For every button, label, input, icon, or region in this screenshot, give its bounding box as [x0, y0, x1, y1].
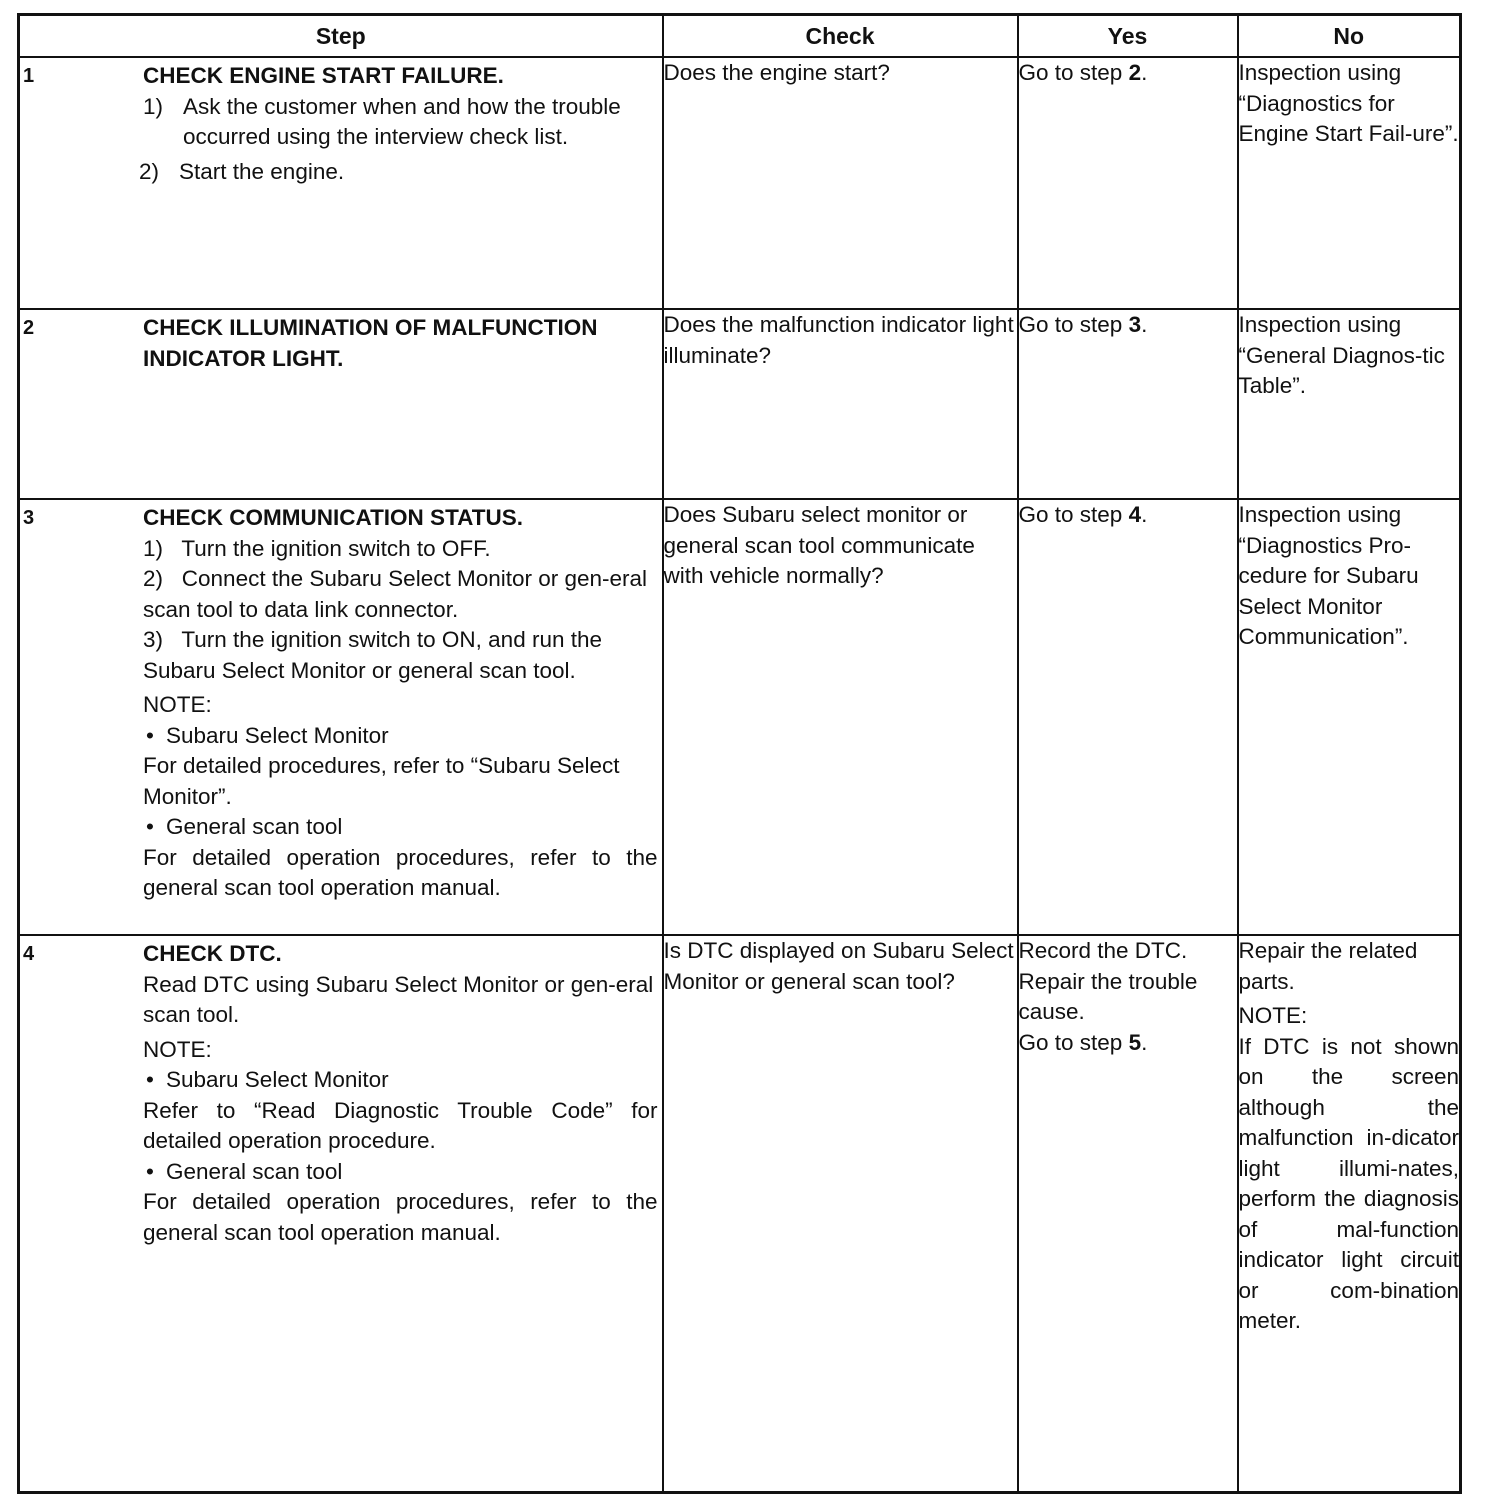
- no-cell: Inspection using “Diagnostics Pro-cedure for Subaru Select Monitor Communication”.: [1238, 499, 1461, 935]
- no-text: Repair the related parts.: [1238, 938, 1418, 994]
- step-ref: 3: [1128, 312, 1142, 337]
- bullet-item: • Subaru Select Monitor: [143, 1065, 658, 1096]
- list-item: 1) Ask the customer when and how the trouble occurred using the interview check list.: [143, 93, 621, 149]
- check-cell: Is DTC displayed on Subaru Select Monitor or general scan tool?: [663, 935, 1018, 1493]
- step-number: 4: [23, 943, 35, 965]
- bullet-item: • Subaru Select Monitor: [143, 721, 658, 752]
- yes-text: Record the DTC. Repair the trouble cause.: [1018, 938, 1198, 1024]
- step-cell: [19, 309, 663, 499]
- header-no: No: [1238, 15, 1461, 58]
- list-item: 2) Connect the Subaru Select Monitor or gen-eral scan tool to data link connector.: [143, 566, 648, 622]
- step-ref: 5: [1128, 1029, 1142, 1055]
- yes-cell: Record the DTC. Repair the trouble cause. Go to step 5.: [1018, 935, 1238, 1493]
- table-row: [19, 935, 1461, 1493]
- step-ref: 2: [1128, 60, 1142, 85]
- yes-cell: Go to step 2.: [1018, 57, 1238, 309]
- check-cell: Does the malfunction indicator light illuminate?: [663, 309, 1018, 499]
- step-title: CHECK ENGINE START FAILURE.: [143, 63, 504, 88]
- list-item: 2) Start the engine.: [139, 158, 345, 184]
- header-row: [19, 15, 1461, 58]
- note-text: For detailed procedures, refer to “Subaru Select Monitor”.: [143, 753, 620, 809]
- table-row: [19, 57, 1461, 309]
- list-item: 1) Turn the ignition switch to OFF.: [143, 535, 491, 561]
- step-cell: [19, 57, 663, 309]
- yes-cell: Go to step 4.: [1018, 499, 1238, 935]
- table-row: [19, 499, 1461, 935]
- step-number: 3: [23, 507, 35, 529]
- no-cell: Inspection using “General Diagnos-tic Table”.: [1238, 309, 1461, 499]
- note-label: NOTE:: [143, 692, 212, 717]
- note-text: Refer to “Read Diagnostic Trouble Code” for detailed operation procedure.: [143, 1097, 658, 1153]
- note-text: If DTC is not shown on the screen although the malfunction in-dicator light illumi-nates, perform the diagnosis of mal-function indicator light circuit or com-bination meter.: [1238, 1033, 1459, 1333]
- step-number: 1: [23, 65, 35, 87]
- no-cell: [1238, 935, 1461, 1493]
- bullet-item: • General scan tool: [143, 812, 658, 843]
- note-label: NOTE:: [143, 1036, 212, 1062]
- check-cell: Does Subaru select monitor or general scan tool communicate with vehicle normally?: [663, 499, 1018, 935]
- bullet-item: • General scan tool: [143, 1157, 658, 1188]
- list-item: 3) Turn the ignition switch to ON, and run the Subaru Select Monitor or general scan tool.: [143, 627, 603, 683]
- header-step: Step: [19, 15, 663, 58]
- step-number: 2: [23, 317, 35, 339]
- yes-cell: Go to step 3.: [1018, 309, 1238, 499]
- note-label: NOTE:: [1238, 1003, 1308, 1028]
- diagnostic-table: [17, 13, 1462, 1494]
- step-cell: [19, 499, 663, 935]
- no-cell: Inspection using “Diagnostics for Engine Start Fail-ure”.: [1238, 57, 1461, 309]
- note-text: For detailed operation procedures, refer to the general scan tool operation manual.: [143, 844, 658, 900]
- table-row: [19, 309, 1461, 499]
- step-intro: Read DTC using Subaru Select Monitor or gen-eral scan tool.: [143, 971, 654, 1027]
- header-check: Check: [663, 15, 1018, 58]
- step-title: CHECK DTC.: [143, 941, 282, 966]
- header-yes: Yes: [1018, 15, 1238, 58]
- step-title: CHECK COMMUNICATION STATUS.: [143, 505, 523, 530]
- step-cell: [19, 935, 663, 1493]
- step-title: CHECK ILLUMINATION OF MALFUNCTION INDICATOR LIGHT.: [143, 315, 598, 371]
- check-cell: Does the engine start?: [663, 57, 1018, 309]
- step-ref: 4: [1128, 502, 1142, 527]
- note-text: For detailed operation procedures, refer to the general scan tool operation manual.: [143, 1189, 658, 1245]
